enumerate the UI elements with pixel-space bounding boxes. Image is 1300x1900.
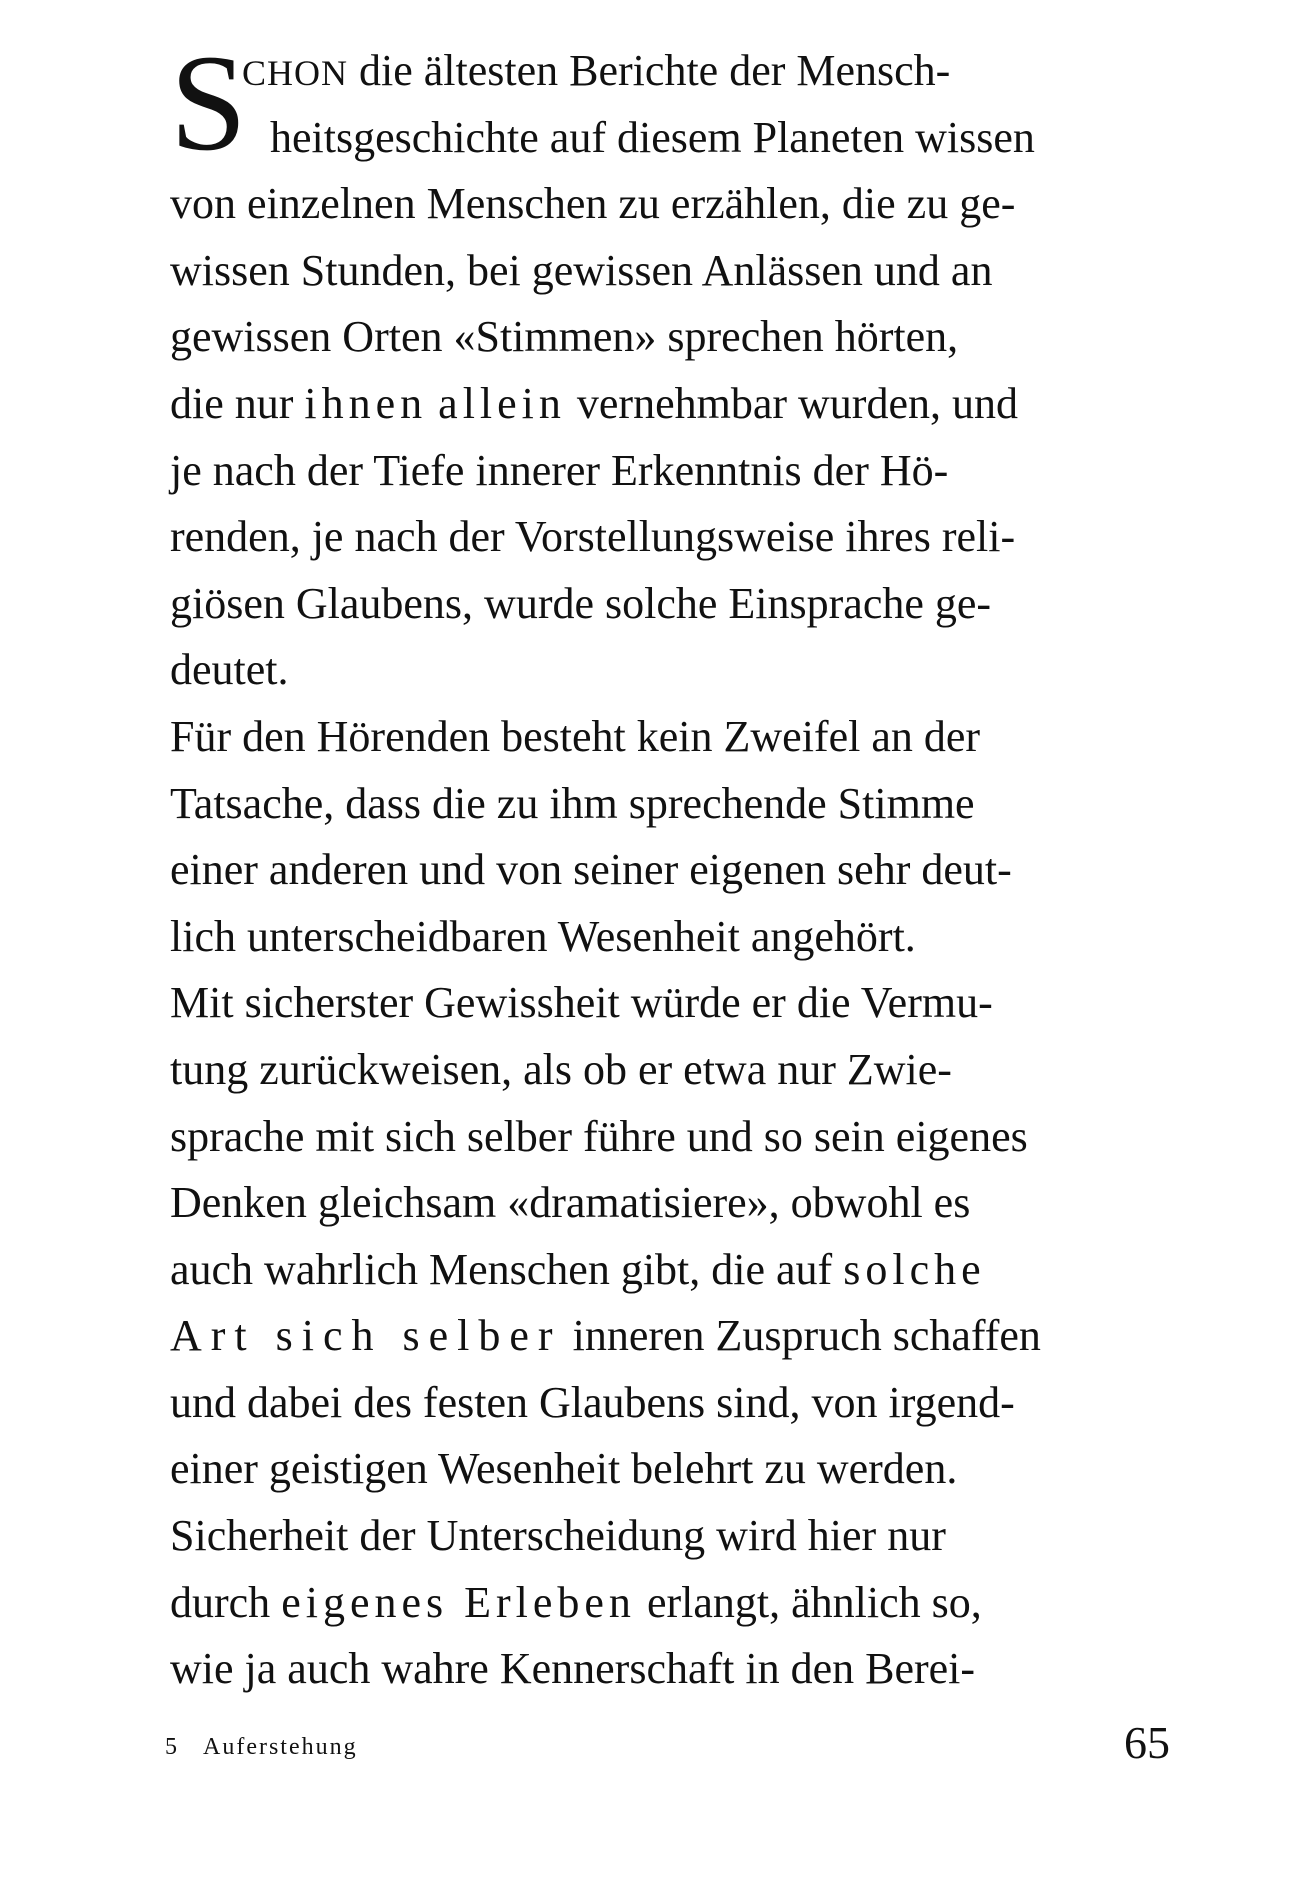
- text-line-10: deutet.: [170, 645, 289, 695]
- line-1-text: die ältesten Berichte der Mensch-: [348, 46, 951, 95]
- line-6-part-a: die nur: [170, 378, 305, 428]
- line-24-part-a: durch: [170, 1577, 282, 1627]
- text-line-11: Für den Hörenden besteht kein Zweifel an der: [170, 711, 981, 761]
- emphasis-solche: solche: [843, 1244, 986, 1294]
- drop-cap: S: [170, 26, 247, 179]
- emphasis-ihnen: ihnen: [304, 378, 428, 428]
- text-line-22: einer geistigen Wesenheit belehrt zu werden.: [170, 1444, 958, 1494]
- text-line-7: je nach der Tiefe innerer Erkenntnis der Hö-: [170, 445, 949, 495]
- text-line-25: wie ja auch wahre Kennerschaft in den Berei-: [170, 1644, 976, 1694]
- text-line-16: tung zurückweisen, als ob er etwa nur Zwie-: [170, 1044, 952, 1094]
- signature-title: Auferstehung: [203, 1734, 358, 1760]
- line-24-part-b: erlangt, ähnlich so,: [635, 1577, 982, 1627]
- text-line-23: Sicherheit der Unterscheidung wird hier nur: [170, 1511, 946, 1561]
- text-line-24: [170, 1570, 1175, 1637]
- signature-number: 5: [165, 1734, 179, 1760]
- text-line-6: [170, 371, 1175, 438]
- text-line-8: renden, je nach der Vorstellungsweise ihres reli-: [170, 512, 1016, 562]
- signature-mark: [165, 1734, 358, 1761]
- line-20-part-b: inneren Zuspruch schaffen: [561, 1311, 1041, 1361]
- text-line-18: Denken gleichsam «dramatisiere», obwohl es: [170, 1178, 971, 1228]
- text-line-15: Mit sicherster Gewissheit würde er die Vermu-: [170, 978, 993, 1028]
- text-line-5: gewissen Orten «Stimmen» sprechen hörten,: [170, 312, 959, 362]
- text-line-4: wissen Stunden, bei gewissen Anlässen und an: [170, 245, 993, 295]
- text-line-12: Tatsache, dass die zu ihm sprechende Stimme: [170, 778, 975, 828]
- body-text: [170, 26, 1175, 1703]
- emphasis-art-sich-selber: Art sich selber: [170, 1311, 562, 1361]
- text-line-19: [170, 1237, 1175, 1304]
- line-19-part-a: auch wahrlich Menschen gibt, die auf: [170, 1244, 844, 1294]
- text-line-2: heitsgeschichte auf diesem Planeten wissen: [270, 112, 1035, 162]
- first-word-rest: CHON: [242, 53, 349, 93]
- opening-lines: [170, 26, 1175, 179]
- text-line-9: giösen Glaubens, wurde solche Einsprache ge-: [170, 578, 992, 628]
- text-line-17: sprache mit sich selber führe und so sein eigenes: [170, 1111, 1028, 1161]
- emphasis-eigenes-erleben: eigenes Erleben: [281, 1577, 636, 1627]
- line-6-part-b: vernehmbar wurden, und: [565, 378, 1018, 428]
- text-line-13: einer anderen und von seiner eigenen sehr deut-: [170, 845, 1012, 895]
- text-line-21: und dabei des festen Glaubens sind, von irgend-: [170, 1377, 1015, 1427]
- text-line-3: von einzelnen Menschen zu erzählen, die zu ge-: [170, 179, 1016, 229]
- emphasis-allein: allein: [438, 378, 566, 428]
- page-number: 65: [1124, 1717, 1170, 1768]
- page-footer: [165, 1716, 1170, 1776]
- text-line-1: [170, 38, 1175, 105]
- text-line-20: [170, 1303, 1175, 1370]
- line-6-space: [427, 379, 438, 428]
- text-line-14: lich unterscheidbaren Wesenheit angehört.: [170, 911, 916, 961]
